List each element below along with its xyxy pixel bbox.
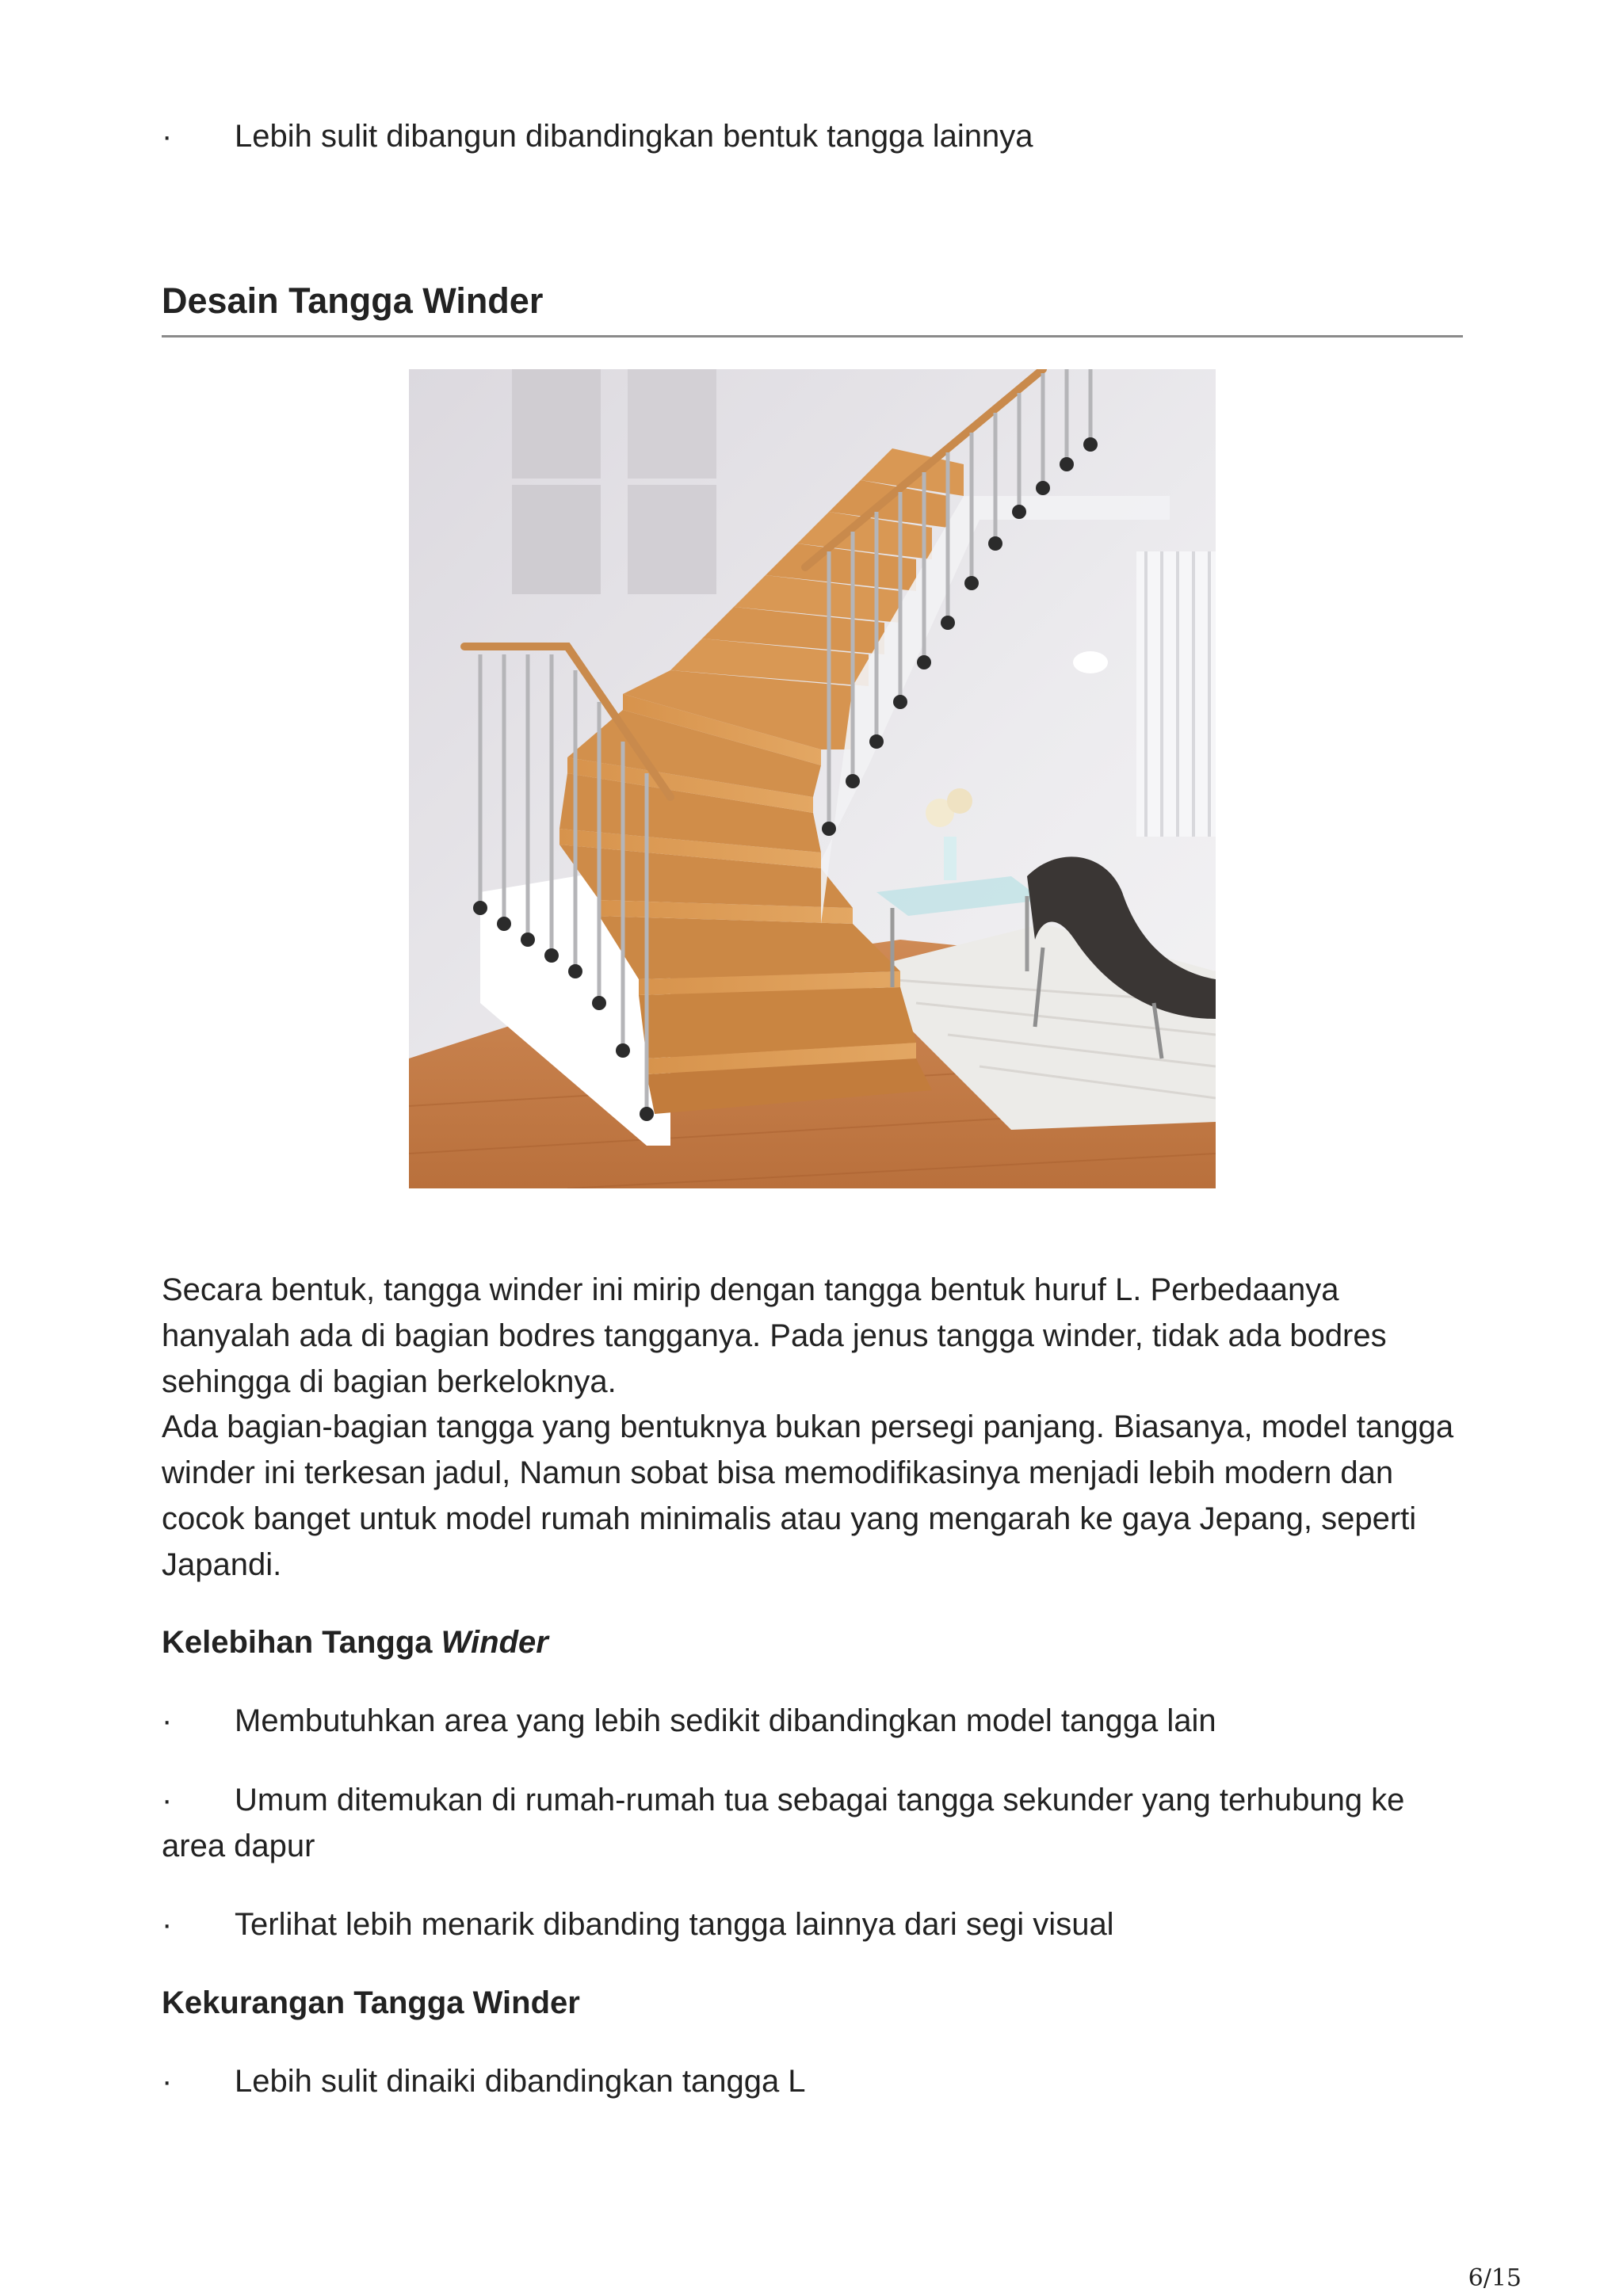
list-item-text: Membutuhkan area yang lebih sedikit dibandingkan model tangga lain <box>235 1703 1216 1738</box>
paragraph-2: Ada bagian-bagian tangga yang bentuknya bukan persegi panjang. Biasanya, model tangga winder ini terkesan jadul, Namun sobat bisa memodifikasinya menjadi lebih modern dan cocok banget untuk model rumah minimalis atau yang mengarah ke gaya Jepang, seperti Japandi. <box>162 1409 1454 1582</box>
list-item-text: Lebih sulit dinaiki dibandingkan tangga L <box>235 2064 806 2099</box>
list-item-text: Terlihat lebih menarik dibanding tangga lainnya dari segi visual <box>235 1907 1114 1942</box>
bullet-dot: · <box>162 1907 173 1942</box>
bullet-dot: · <box>162 1783 173 1817</box>
section-title: Desain Tangga Winder <box>162 280 544 321</box>
winder-staircase-photo <box>409 369 1216 1188</box>
list-item <box>162 1901 1461 1947</box>
bullet-dot: · <box>162 2064 173 2099</box>
list-item-text: Umum ditemukan di rumah-rumah tua sebagai tangga sekunder yang terhubung ke area dapur <box>162 1783 1405 1863</box>
heading-rule <box>162 335 1463 338</box>
list-item <box>162 2058 1461 2104</box>
list-item <box>162 113 1461 159</box>
bullet-dot: · <box>162 119 173 154</box>
kelebihan-heading <box>162 1619 548 1665</box>
kelebihan-heading-italic: Winder <box>441 1625 548 1660</box>
bullet-dot: · <box>162 1703 173 1738</box>
page-number: 6/15 <box>1468 2264 1522 2292</box>
list-item-text: Lebih sulit dibangun dibandingkan bentuk tangga lainnya <box>235 119 1033 154</box>
kekurangan-heading: Kekurangan Tangga Winder <box>162 1985 580 2020</box>
kelebihan-heading-text: Kelebihan Tangga <box>162 1625 441 1660</box>
list-item <box>162 1698 1461 1744</box>
list-item <box>162 1777 1461 1869</box>
paragraph-1: Secara bentuk, tangga winder ini mirip dengan tangga bentuk huruf L. Perbedaanya hanyalah ada di bagian bodres tangganya. Pada jenus tangga winder, tidak ada bodres sehingga di bagian berkeloknya. <box>162 1272 1387 1399</box>
